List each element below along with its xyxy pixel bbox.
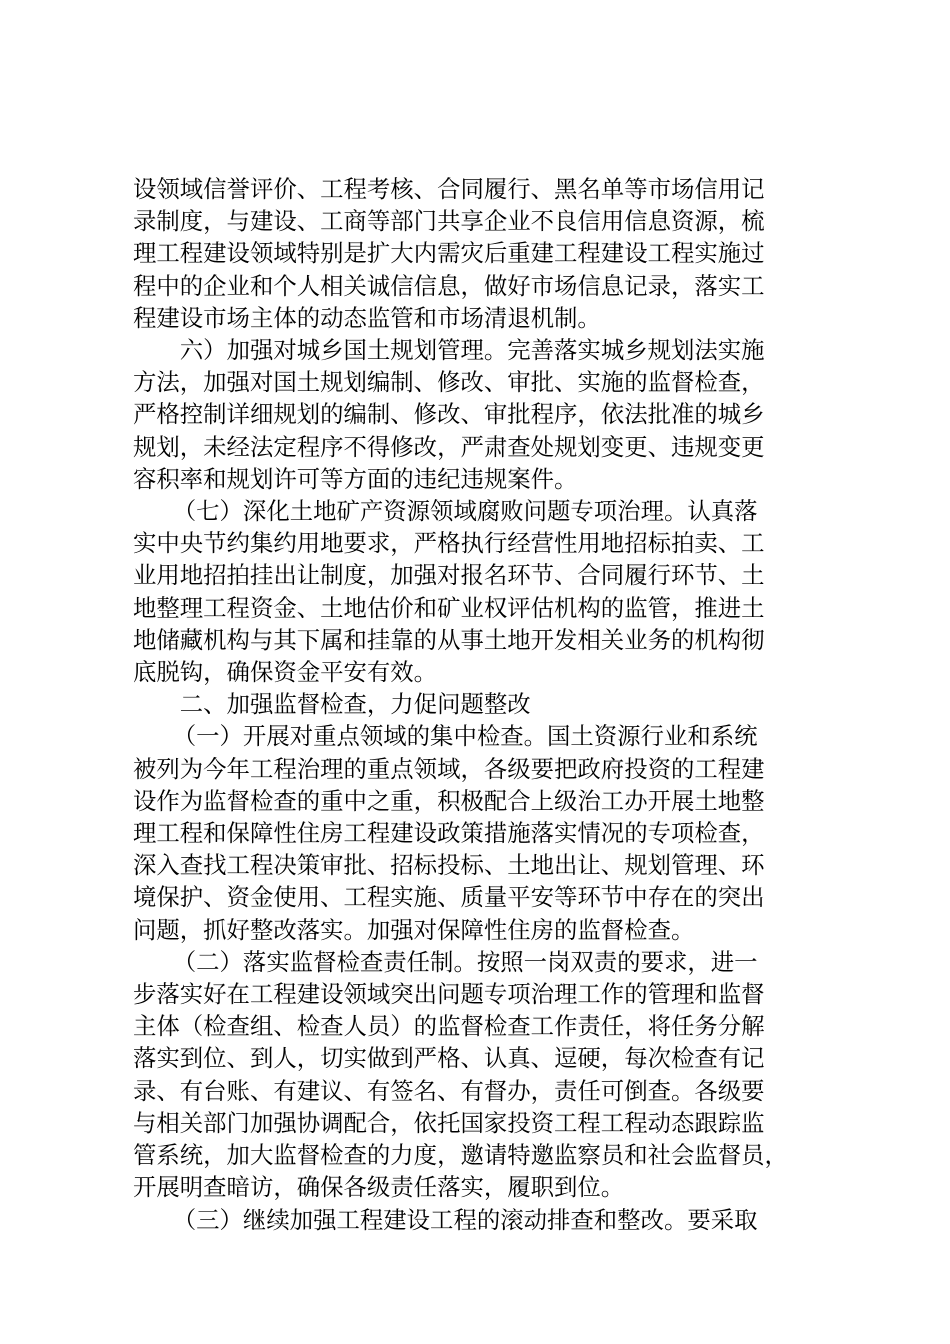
paragraph-item-2	[133, 946, 823, 1204]
text-line: 容积率和规划许可等方面的违纪违规案件。	[133, 464, 578, 493]
text-line: 方法，加强对国土规划编制、修改、审批、实施的监督检查，	[133, 368, 765, 397]
text-line: 理工程和保障性住房工程建设政策措施落实情况的专项检查，	[133, 819, 765, 848]
paragraph-section-6	[133, 334, 823, 495]
paragraph-section-7	[133, 495, 823, 688]
text-line: 境保护、资金使用、工程实施、质量平安等环节中存在的突出	[133, 883, 765, 912]
paragraph-item-1	[133, 720, 823, 945]
paragraph-item-3	[133, 1204, 823, 1236]
text-line: 理工程建设领域特别是扩大内需灾后重建工程建设工程实施过	[133, 239, 765, 268]
text-line: 设领域信誉评价、工程考核、合同履行、黑名单等市场信用记	[133, 175, 765, 203]
text-line: 深入查找工程决策审批、招标投标、土地出让、规划管理、环	[133, 851, 765, 880]
text-line: 地整理工程资金、土地估价和矿业权评估机构的监管，推进土	[133, 593, 765, 622]
text-line: 程中的企业和个人相关诚信信息，做好市场信息记录，落实工	[133, 271, 765, 300]
text-line: 实中央节约集约用地要求，严格执行经营性用地招标拍卖、工	[133, 529, 765, 558]
text-line: 与相关部门加强协调配合，依托国家投资工程工程动态跟踪监	[133, 1108, 765, 1137]
text-line: 规划，未经法定程序不得修改，严肃查处规划变更、违规变更	[133, 432, 765, 461]
text-line: （一）开展对重点领域的集中检查。国土资源行业和系统	[172, 722, 758, 751]
text-line: 业用地招拍挂出让制度，加强对报名环节、合同履行环节、土	[133, 561, 765, 590]
document-body	[133, 173, 823, 1236]
text-line: （三）继续加强工程建设工程的滚动排查和整改。要采取	[172, 1205, 758, 1234]
text-line: 录制度，与建设、工商等部门共享企业不良信用信息资源，梳	[133, 207, 765, 236]
text-line: 六）加强对城乡国土规划管理。完善落实城乡规划法实施	[179, 336, 765, 365]
text-line: 问题，抓好整改落实。加强对保障性住房的监督检查。	[133, 915, 695, 944]
text-line: （二）落实监督检查责任制。按照一岗双责的要求，进一	[172, 947, 758, 976]
text-line: （七）深化土地矿产资源领域腐败问题专项治理。认真落	[172, 497, 758, 526]
text-line: 程建设市场主体的动态监管和市场清退机制。	[133, 303, 601, 332]
text-line: 底脱钩，确保资金平安有效。	[133, 658, 438, 687]
text-line: 开展明查暗访，确保各级责任落实，履职到位。	[133, 1173, 625, 1202]
text-line: 落实到位、到人，切实做到严格、认真、逗硬，每次检查有记	[133, 1044, 765, 1073]
text-line: 步落实好在工程建设领域突出问题专项治理工作的管理和监督	[133, 980, 765, 1009]
paragraph-credit-system	[133, 173, 823, 334]
text-line: 管系统，加大监督检查的力度，邀请特邀监察员和社会监督员，	[133, 1141, 788, 1170]
text-line: 设作为监督检查的重中之重，积极配合上级治工办开展土地整	[133, 786, 765, 815]
section-heading-2	[133, 688, 823, 720]
text-line: 主体（检查组、检查人员）的监督检查工作责任，将任务分解	[133, 1012, 765, 1041]
text-line: 录、有台账、有建议、有签名、有督办，责任可倒查。各级要	[133, 1076, 765, 1105]
text-line: 地储藏机构与其下属和挂靠的从事土地开发相关业务的机构彻	[133, 625, 765, 654]
text-line: 严格控制详细规划的编制、修改、审批程序，依法批准的城乡	[133, 400, 765, 429]
text-line: 被列为今年工程治理的重点领域，各级要把政府投资的工程建	[133, 754, 765, 783]
text-line: 二、加强监督检查，力促问题整改	[179, 690, 531, 719]
